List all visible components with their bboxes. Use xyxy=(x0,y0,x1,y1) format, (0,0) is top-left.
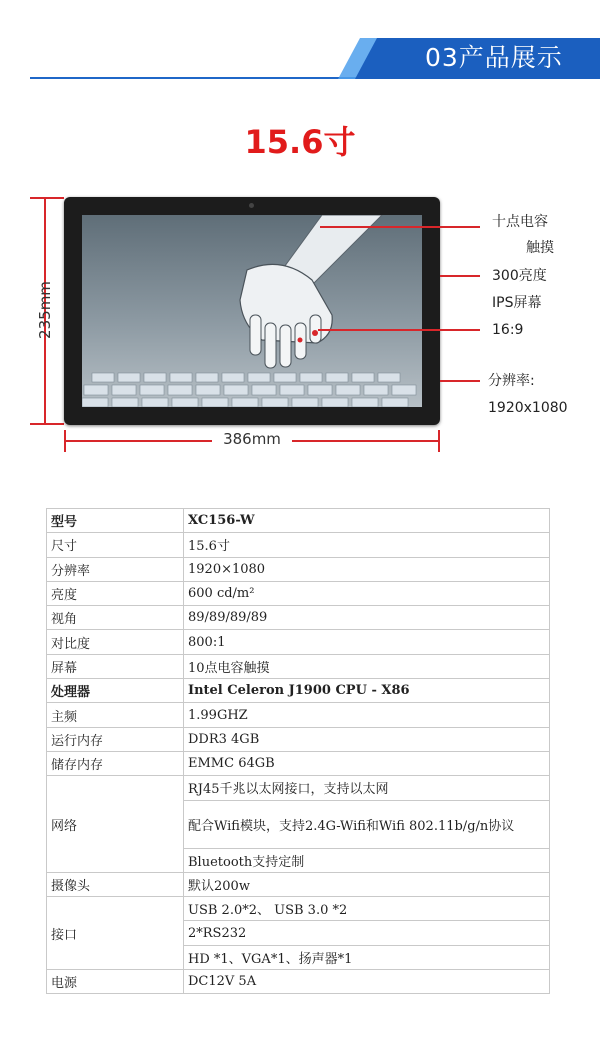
table-row xyxy=(47,533,550,557)
spec-key: 储存内存 xyxy=(47,751,184,775)
spec-key: 接口 xyxy=(47,897,184,970)
tablet-screen xyxy=(82,215,422,407)
callout-brightness: 300亮度 xyxy=(492,268,547,284)
spec-value: 15.6寸 xyxy=(184,533,550,557)
spec-value: HD *1、VGA*1、扬声器*1 xyxy=(184,945,550,969)
tablet-product-image xyxy=(64,197,440,425)
table-row xyxy=(47,557,550,581)
spec-value: EMMC 64GB xyxy=(184,751,550,775)
spec-key: 处理器 xyxy=(47,679,184,703)
spec-value: 600 cd/m² xyxy=(184,581,550,605)
width-dimension-tick-right xyxy=(438,430,440,452)
spec-key: 运行内存 xyxy=(47,727,184,751)
callout-line-ratio xyxy=(318,329,480,331)
robot-hand-illustration xyxy=(82,215,422,407)
front-camera-dot xyxy=(249,203,254,208)
table-row xyxy=(47,509,550,533)
spec-key: 对比度 xyxy=(47,630,184,654)
spec-value: 1920×1080 xyxy=(184,557,550,581)
table-row xyxy=(47,727,550,751)
spec-value: USB 2.0*2、 USB 3.0 *2 xyxy=(184,897,550,921)
spec-key: 亮度 xyxy=(47,581,184,605)
callout-line-touch xyxy=(320,226,480,228)
table-row xyxy=(47,872,550,896)
callout-line-resolution xyxy=(440,380,480,382)
spec-value: 配合Wifi模块，支持2.4G-Wifi和Wifi 802.11b/g/n协议 xyxy=(184,800,550,848)
table-row xyxy=(47,630,550,654)
spec-value: Bluetooth支持定制 xyxy=(184,848,550,872)
callout-aspect-ratio: 16:9 xyxy=(492,322,524,338)
table-row xyxy=(47,751,550,775)
product-size-title: 15.6寸 xyxy=(244,123,356,161)
spec-key: 电源 xyxy=(47,970,184,994)
callout-touch-line2: 触摸 xyxy=(526,240,554,256)
spec-value: DC12V 5A xyxy=(184,970,550,994)
table-row xyxy=(47,897,550,921)
spec-value: 2*RS232 xyxy=(184,921,550,945)
callout-ips: IPS屏幕 xyxy=(492,295,542,311)
table-row xyxy=(47,606,550,630)
spec-key: 网络 xyxy=(47,776,184,873)
spec-value: 10点电容触摸 xyxy=(184,654,550,678)
spec-value: Intel Celeron J1900 CPU - X86 xyxy=(184,679,550,703)
spec-key: 主频 xyxy=(47,703,184,727)
header-banner xyxy=(0,0,600,82)
table-row xyxy=(47,703,550,727)
spec-key: 尺寸 xyxy=(47,533,184,557)
callout-touch-line1: 十点电容 xyxy=(492,214,548,230)
spec-value: DDR3 4GB xyxy=(184,727,550,751)
callout-line-brightness xyxy=(440,275,480,277)
spec-table xyxy=(46,508,550,994)
height-dimension-tick-bottom xyxy=(30,423,64,425)
table-row xyxy=(47,654,550,678)
spec-value: 默认200w xyxy=(184,872,550,896)
section-title: 03产品展示 xyxy=(425,43,563,72)
table-row xyxy=(47,970,550,994)
spec-key: 视角 xyxy=(47,606,184,630)
spec-value: RJ45千兆以太网接口，支持以太网 xyxy=(184,776,550,800)
spec-value: 800:1 xyxy=(184,630,550,654)
spec-value: 1.99GHZ xyxy=(184,703,550,727)
spec-value: 89/89/89/89 xyxy=(184,606,550,630)
width-dimension-tick-left xyxy=(64,430,66,452)
height-dimension-label: 235mm xyxy=(36,281,54,339)
table-row xyxy=(47,679,550,703)
callout-resolution-value: 1920x1080 xyxy=(488,400,568,416)
callout-resolution-label: 分辨率: xyxy=(488,373,535,389)
spec-key: 屏幕 xyxy=(47,654,184,678)
width-dimension-label: 386mm xyxy=(212,430,292,450)
height-dimension-tick-top xyxy=(30,197,64,199)
table-row xyxy=(47,776,550,800)
table-row xyxy=(47,581,550,605)
spec-value: XC156-W xyxy=(184,509,550,533)
spec-key: 型号 xyxy=(47,509,184,533)
spec-key: 摄像头 xyxy=(47,872,184,896)
spec-key: 分辨率 xyxy=(47,557,184,581)
